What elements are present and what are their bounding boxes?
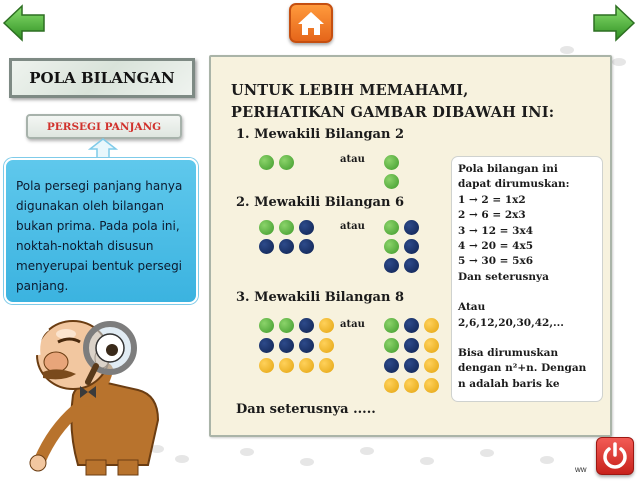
atau-label-3: atau xyxy=(340,319,365,330)
formula-line: dapat dirumuskan: xyxy=(458,178,570,191)
formula-line: 3 → 12 = 3x4 xyxy=(458,224,534,237)
item-label-1: 1. Mewakili Bilangan 2 xyxy=(236,127,404,142)
dot xyxy=(259,318,274,333)
dot xyxy=(404,358,419,373)
dot xyxy=(384,378,399,393)
dot xyxy=(259,155,274,170)
dot xyxy=(319,338,334,353)
dot xyxy=(259,338,274,353)
dot xyxy=(279,338,294,353)
dot xyxy=(299,318,314,333)
formula-spacer xyxy=(458,285,596,300)
dot xyxy=(404,378,419,393)
description-box: Pola persegi panjang hanya digunakan oleh bilangan bukan prima. Pada pola ini, noktah-noktah disusun menyerupai bentuk persegi panjang. xyxy=(4,158,198,304)
home-button[interactable] xyxy=(289,3,333,43)
dot xyxy=(384,258,399,273)
heading-line-1: UNTUK LEBIH MEMAHAMI, xyxy=(231,82,469,99)
next-button[interactable] xyxy=(592,3,636,43)
dot xyxy=(299,239,314,254)
formula-spacer xyxy=(458,331,596,346)
dot xyxy=(299,220,314,235)
dot xyxy=(279,220,294,235)
main-heading xyxy=(231,80,611,124)
dot xyxy=(424,378,439,393)
dot xyxy=(259,220,274,235)
back-button[interactable] xyxy=(2,3,46,43)
dot xyxy=(259,358,274,373)
formula-line: 2,6,12,20,30,42,... xyxy=(458,316,564,329)
section-title: POLA BILANGAN xyxy=(9,58,195,98)
formula-line: 1 → 2 = 1x2 xyxy=(458,193,526,206)
dot xyxy=(319,358,334,373)
formula-line: 5 → 30 = 5x6 xyxy=(458,255,534,268)
formula-line: Dan seterusnya xyxy=(458,270,549,283)
item-label-3: 3. Mewakili Bilangan 8 xyxy=(236,290,404,305)
dot xyxy=(404,239,419,254)
dot xyxy=(384,358,399,373)
dot xyxy=(299,358,314,373)
right-arrow-icon xyxy=(592,3,636,43)
dot xyxy=(319,318,334,333)
dot xyxy=(384,318,399,333)
dot xyxy=(404,220,419,235)
formula-line: dengan n²+n. Dengan xyxy=(458,362,587,375)
dot xyxy=(299,338,314,353)
power-icon xyxy=(597,438,633,474)
formula-box xyxy=(451,156,603,402)
formula-line: Bisa dirumuskan xyxy=(458,347,559,360)
dot xyxy=(404,338,419,353)
dot xyxy=(424,318,439,333)
formula-line: 2 → 6 = 2x3 xyxy=(458,209,526,222)
formula-line: Atau xyxy=(458,301,486,314)
atau-label-2: atau xyxy=(340,221,365,232)
continuation-text: Dan seterusnya ..... xyxy=(236,402,376,417)
atau-label-1: atau xyxy=(340,154,365,165)
dot xyxy=(404,258,419,273)
formula-line: 4 → 20 = 4x5 xyxy=(458,240,534,253)
dot xyxy=(279,155,294,170)
exit-button[interactable] xyxy=(596,437,634,475)
subsection-tag: PERSEGI PANJANG xyxy=(26,114,182,139)
dot xyxy=(279,318,294,333)
home-icon xyxy=(291,5,331,41)
item-label-2: 2. Mewakili Bilangan 6 xyxy=(236,195,404,210)
dot xyxy=(404,318,419,333)
dot xyxy=(279,358,294,373)
dot xyxy=(424,338,439,353)
dot xyxy=(384,338,399,353)
dot xyxy=(384,155,399,170)
dot xyxy=(384,174,399,189)
left-arrow-icon xyxy=(2,3,46,43)
formula-line: Pola bilangan ini xyxy=(458,163,558,175)
formula-line: n adalah baris ke xyxy=(458,377,560,390)
dot xyxy=(424,358,439,373)
heading-line-2: PERHATIKAN GAMBAR DIBAWAH INI: xyxy=(231,104,555,121)
dot xyxy=(279,239,294,254)
footer-text: ww xyxy=(575,465,587,474)
dot xyxy=(384,239,399,254)
dot xyxy=(259,239,274,254)
dot xyxy=(384,220,399,235)
detective-character xyxy=(18,300,193,483)
